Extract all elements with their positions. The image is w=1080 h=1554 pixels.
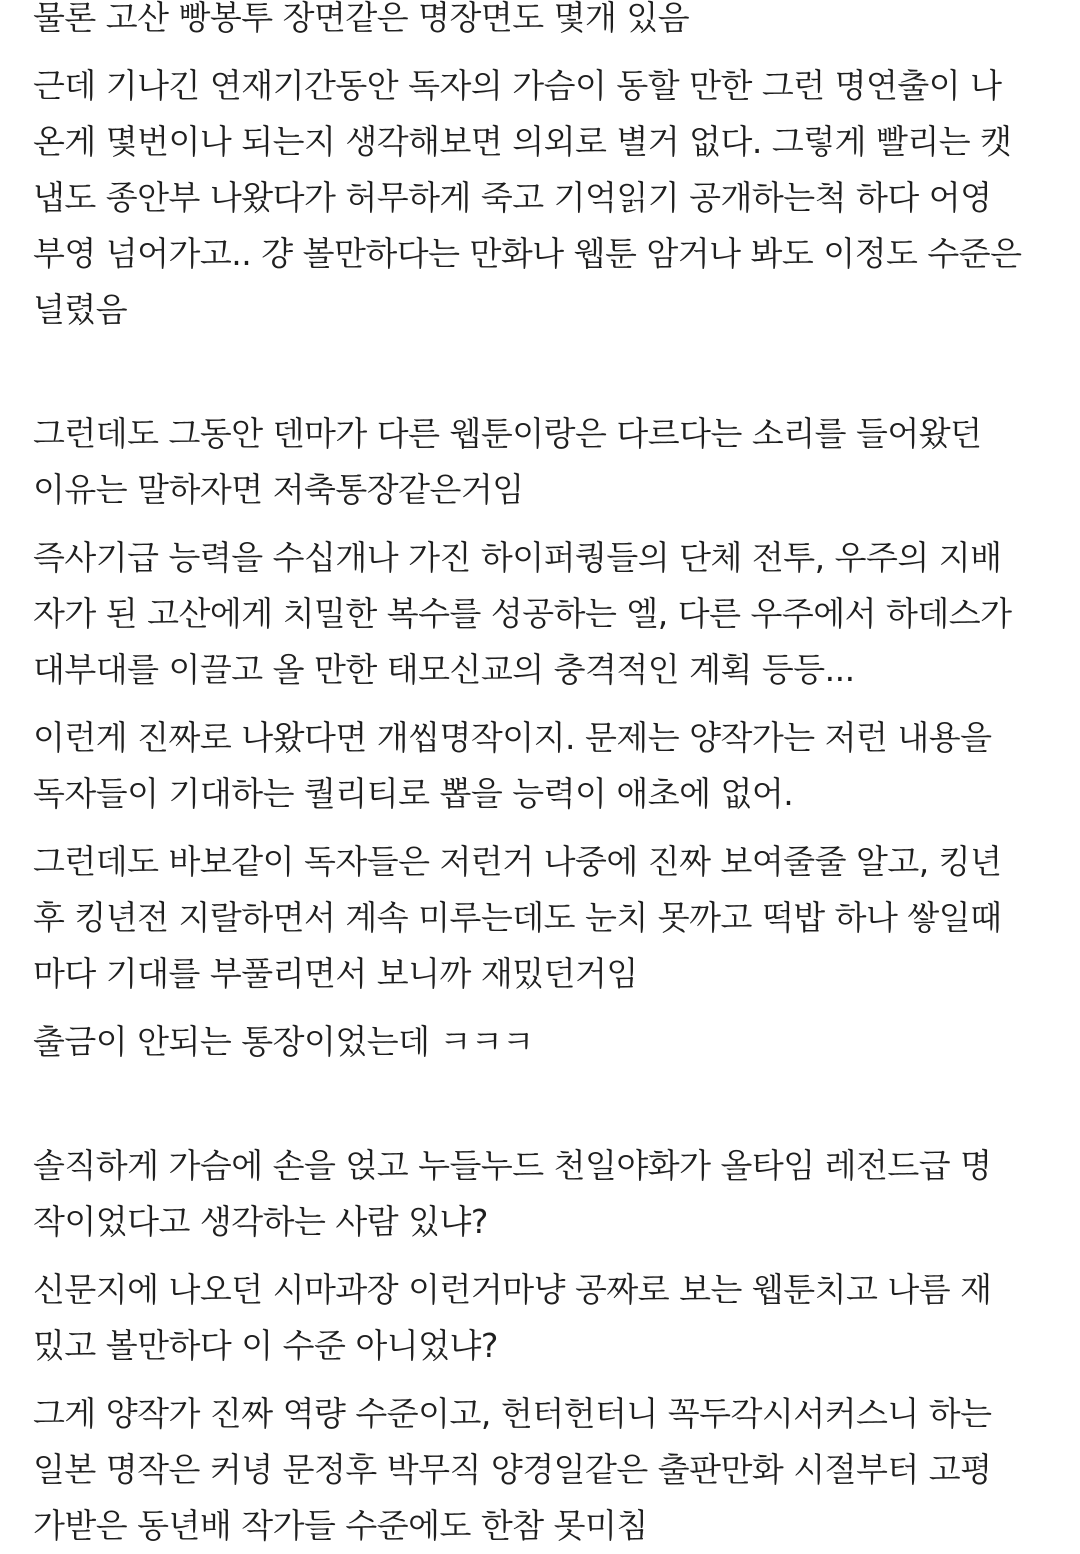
- text-line: 신문지에 나오던 시마과장 이런거마냥 공짜로 보는 웹툰치고 나름 재: [33, 1270, 992, 1309]
- text-line: 근데 기나긴 연재기간동안 독자의 가슴이 동할 만한 그런 명연출이 나: [33, 66, 1002, 105]
- text-line: 이유는 말하자면 저축통장같은거임: [33, 470, 524, 509]
- text-line: 온게 몇번이나 되는지 생각해보면 의외로 별거 없다. 그렇게 빨리는 캣: [33, 122, 1012, 161]
- text-line: 밌고 볼만하다 이 수준 아니었냐?: [33, 1326, 498, 1365]
- paragraph-7: [33, 1014, 1060, 1070]
- text-line: 작이었다고 생각하는 사람 있냐?: [33, 1202, 488, 1241]
- paragraph-6: [33, 834, 1060, 1002]
- text-line: 널렸음: [33, 290, 128, 329]
- text-line: 이런게 진짜로 나왔다면 개씹명작이지. 문제는 양작가는 저런 내용을: [33, 718, 992, 757]
- paragraph-2: [33, 58, 1060, 338]
- text-line: 가받은 동년배 작가들 수준에도 한참 못미침: [33, 1506, 648, 1545]
- text-line: 대부대를 이끌고 올 만한 태모신교의 충격적인 계획 등등...: [33, 650, 855, 689]
- blank-line: [33, 1082, 1060, 1138]
- text-line: 물론 고산 빵봉투 장면같은 명장면도 몇개 있음: [33, 0, 690, 37]
- text-line: 그런데도 바보같이 독자들은 저런거 나중에 진짜 보여줄줄 알고, 킹년: [33, 842, 1002, 881]
- text-line: 즉사기급 능력을 수십개나 가진 하이퍼퀑들의 단체 전투, 우주의 지배: [33, 538, 1002, 577]
- paragraph-9: [33, 1262, 1060, 1374]
- blank-line: [33, 350, 1060, 406]
- paragraph-10: [33, 1386, 1060, 1554]
- text-line: 마다 기대를 부풀리면서 보니까 재밌던거임: [33, 954, 638, 993]
- text-line: 부영 넘어가고.. 걍 볼만하다는 만화나 웹툰 암거나 봐도 이정도 수준은: [33, 234, 1022, 273]
- text-line: 독자들이 기대하는 퀄리티로 뽑을 능력이 애초에 없어.: [33, 774, 794, 813]
- text-line: 출금이 안되는 통장이었는데 ㅋㅋㅋ: [33, 1022, 534, 1061]
- text-line: 자가 된 고산에게 치밀한 복수를 성공하는 엘, 다른 우주에서 하데스가: [33, 594, 1012, 633]
- paragraph-5: [33, 710, 1060, 822]
- paragraph-3: [33, 406, 1060, 518]
- text-line: 그런데도 그동안 덴마가 다른 웹툰이랑은 다르다는 소리를 들어왔던: [33, 414, 982, 453]
- text-line: 솔직하게 가슴에 손을 얹고 누들누드 천일야화가 올타임 레전드급 명: [33, 1146, 992, 1185]
- text-line: 냅도 종안부 나왔다가 허무하게 죽고 기억읽기 공개하는척 하다 어영: [33, 178, 992, 217]
- paragraph-1: [33, 0, 1060, 46]
- paragraph-8: [33, 1138, 1060, 1250]
- text-line: 후 킹년전 지랄하면서 계속 미루는데도 눈치 못까고 떡밥 하나 쌓일때: [33, 898, 1002, 937]
- text-line: 일본 명작은 커녕 문정후 박무직 양경일같은 출판만화 시절부터 고평: [33, 1450, 992, 1489]
- text-line: 그게 양작가 진짜 역량 수준이고, 헌터헌터니 꼭두각시서커스니 하는: [33, 1394, 992, 1433]
- paragraph-4: [33, 530, 1060, 698]
